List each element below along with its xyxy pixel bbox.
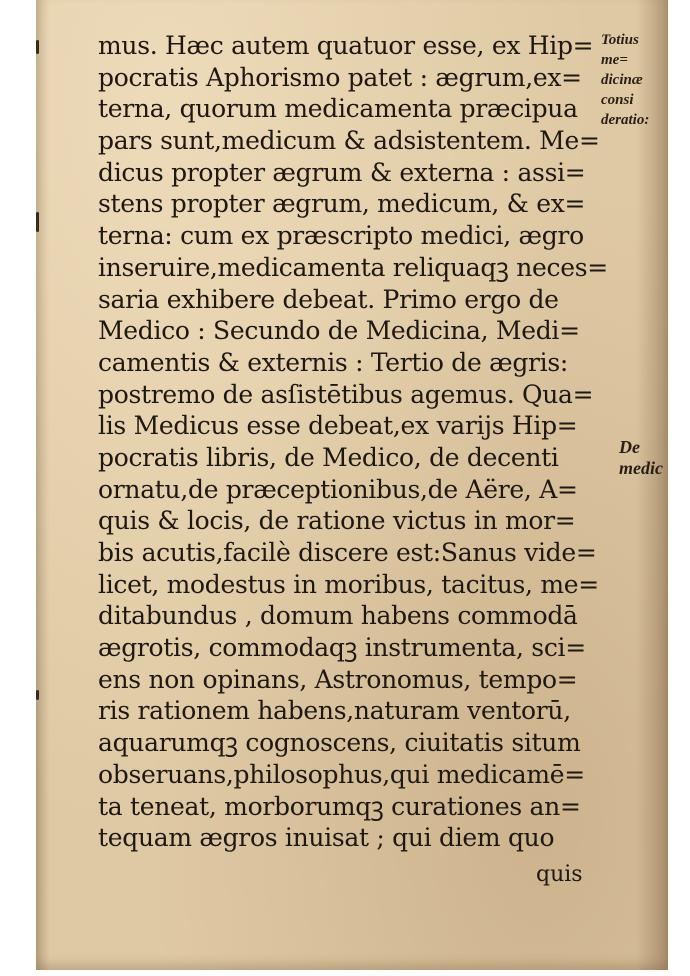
- text-line: ens non opinans, Astronomus, tempo=: [98, 664, 578, 694]
- text-line: ris rationem habens,naturam ventorū,: [98, 696, 571, 726]
- text-line: Medico : Secundo de Medicina, Medi=: [98, 316, 580, 346]
- marginal-note-line: Totius me=: [601, 32, 639, 68]
- marginal-note-top: [601, 30, 669, 130]
- left-margin-mark: [36, 212, 39, 232]
- text-line: dicus propter ægrum & externa : assi=: [98, 157, 586, 187]
- catchword: quis: [536, 862, 583, 887]
- text-line: postremo de asſistētibus agemus. Qua=: [98, 379, 594, 409]
- text-line: licet, modestus in moribus, tacitus, me=: [98, 569, 599, 599]
- text-line: inseruire,medicamenta reliquaqꝫ neces=: [98, 252, 608, 282]
- text-line: aquarumqꝫ cognoscens, ciuitatis situm: [98, 728, 581, 758]
- text-line: bis acutis,facilè discere est:Sanus vide=: [98, 538, 597, 567]
- text-line: ornatu,de præceptionibus,de Aëre, A=: [98, 474, 578, 504]
- text-line: tequam ægros inuisat ; qui diem quo: [98, 823, 555, 853]
- marginal-note-line: deratio:: [601, 112, 650, 128]
- text-line: quis & locis, de ratione victus in mor=: [98, 506, 576, 536]
- text-line: pocratis libris, de Medico, de decenti: [98, 442, 559, 472]
- text-line: stens propter ægrum, medicum, & ex=: [98, 189, 586, 219]
- text-line: camentis & externis : Tertio de ægris:: [98, 347, 569, 377]
- text-line: ta teneat, morborumqꝫ curationes an=: [98, 791, 581, 821]
- text-line: ægrotis, commodaqꝫ instrumenta, sci=: [98, 633, 586, 663]
- text-line: ditabundus , domum habens commodā: [98, 601, 578, 631]
- text-line: pars sunt,medicum & adsistentem. Me=: [98, 126, 600, 156]
- text-line: obseruans,philosophus,qui medicamē=: [98, 759, 585, 789]
- marginal-note-line: dicinæ consi: [601, 72, 643, 108]
- book-page: [36, 0, 668, 970]
- left-margin-mark: [36, 40, 39, 54]
- text-line: terna, quorum medicamenta præcipua: [98, 94, 578, 124]
- text-line: saria exhibere debeat. Primo ergo de: [98, 284, 559, 314]
- main-text: [98, 30, 628, 854]
- text-line: lis Medicus esse debeat,ex varijs Hip=: [98, 411, 578, 441]
- text-line: terna: cum ex præscripto medici, ægro: [98, 221, 584, 251]
- marginal-note-side: De medic: [619, 437, 663, 478]
- text-line: mus. Hæc autem quatuor esse, ex Hip=: [98, 31, 594, 60]
- left-margin-mark: [36, 690, 39, 700]
- text-line: pocratis Aphorismo patet : ægrum,ex=: [98, 62, 582, 92]
